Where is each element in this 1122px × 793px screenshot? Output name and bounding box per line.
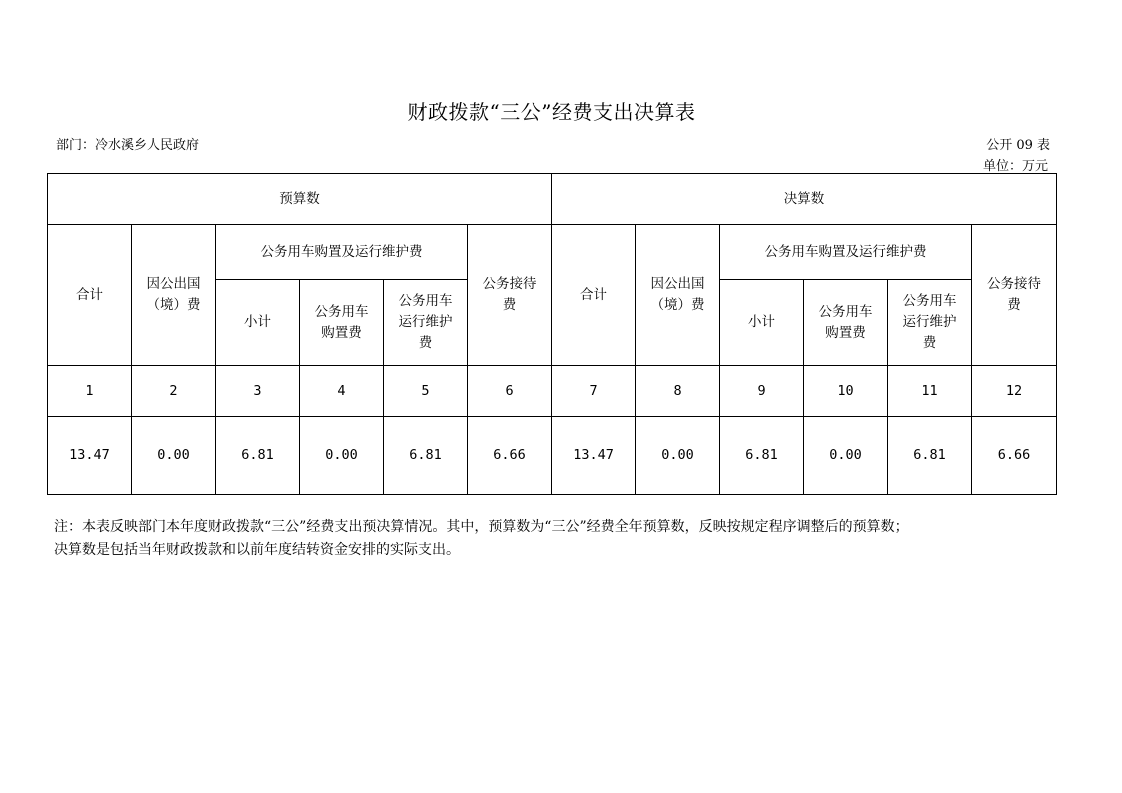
header-line: 公务用车 xyxy=(314,303,369,320)
budget-purchase-header xyxy=(300,280,384,366)
value-cell: 6.81 xyxy=(216,417,300,495)
value-cell: 6.66 xyxy=(972,417,1057,495)
header-line: 费 xyxy=(1007,297,1021,313)
value-cell: 13.47 xyxy=(48,417,132,495)
final-reception-header xyxy=(972,225,1057,366)
value-cell: 6.81 xyxy=(720,417,804,495)
budget-vehicle-group-header: 公务用车购置及运行维护费 xyxy=(216,225,468,280)
index-cell: 1 xyxy=(48,366,132,417)
budget-header: 预算数 xyxy=(48,174,552,225)
final-abroad-header xyxy=(636,225,720,366)
footnote-line: 注：本表反映部门本年度财政拨款“三公”经费支出预决算情况。其中，预算数为“三公”经费全年预算数，反映按规定程序调整后的预算数； xyxy=(54,519,909,535)
value-cell: 0.00 xyxy=(300,417,384,495)
header-line: 购置费 xyxy=(321,324,362,341)
index-cell: 4 xyxy=(300,366,384,417)
index-cell: 5 xyxy=(384,366,468,417)
header-line: 购置费 xyxy=(825,324,866,341)
header-line: 费 xyxy=(922,335,937,351)
final-operation-header xyxy=(888,280,972,366)
value-cell: 0.00 xyxy=(636,417,720,495)
department-label: 部门：冷水溪乡人民政府 xyxy=(56,138,200,153)
value-cell: 0.00 xyxy=(804,417,888,495)
index-cell: 6 xyxy=(468,366,552,417)
budget-subtotal-header: 小计 xyxy=(216,280,300,366)
final-subtotal-header: 小计 xyxy=(720,280,804,366)
final-header: 决算数 xyxy=(552,174,1057,225)
header-row-top xyxy=(48,174,1057,225)
index-cell: 2 xyxy=(132,366,216,417)
header-line: 公务用车 xyxy=(902,293,957,309)
header-line: 因公出国 xyxy=(146,276,201,292)
header-line: （境）费 xyxy=(650,297,705,313)
value-cell: 13.47 xyxy=(552,417,636,495)
header-line: 公务用车 xyxy=(818,303,873,320)
value-cell: 6.81 xyxy=(888,417,972,495)
index-cell: 11 xyxy=(888,366,972,417)
index-row xyxy=(48,366,1057,417)
value-cell: 6.81 xyxy=(384,417,468,495)
index-cell: 8 xyxy=(636,366,720,417)
header-line: 公务用车 xyxy=(398,293,453,309)
header-line: 运行维护 xyxy=(902,314,957,330)
value-cell: 0.00 xyxy=(132,417,216,495)
header-line: 公务接待 xyxy=(482,276,537,292)
index-cell: 3 xyxy=(216,366,300,417)
header-line: 费 xyxy=(418,335,433,351)
index-cell: 7 xyxy=(552,366,636,417)
index-cell: 10 xyxy=(804,366,888,417)
header-line: 费 xyxy=(502,297,517,313)
budget-abroad-header xyxy=(132,225,216,366)
page-title: 财政拨款“三公”经费支出决算表 xyxy=(407,100,696,124)
header-line: 因公出国 xyxy=(650,276,705,292)
index-cell: 9 xyxy=(720,366,804,417)
footnote xyxy=(54,516,1054,562)
unit-label: 单位：万元 xyxy=(982,159,1048,174)
index-cell: 12 xyxy=(972,366,1057,417)
final-total-header: 合计 xyxy=(552,225,636,366)
final-vehicle-group-header: 公务用车购置及运行维护费 xyxy=(720,225,972,280)
budget-reception-header xyxy=(468,225,552,366)
header-row-middle xyxy=(48,225,1057,280)
footnote-line: 决算数是包括当年财政拨款和以前年度结转资金安排的实际支出。 xyxy=(54,542,460,558)
form-number: 公开 09 表 xyxy=(986,138,1050,153)
budget-total-header: 合计 xyxy=(48,225,132,366)
header-line: （境）费 xyxy=(146,297,201,313)
value-cell: 6.66 xyxy=(468,417,552,495)
header-line: 运行维护 xyxy=(398,314,453,330)
three-public-expenses-table xyxy=(47,173,1057,495)
value-row xyxy=(48,417,1057,495)
header-line: 公务接待 xyxy=(987,276,1042,292)
final-purchase-header xyxy=(804,280,888,366)
budget-operation-header xyxy=(384,280,468,366)
